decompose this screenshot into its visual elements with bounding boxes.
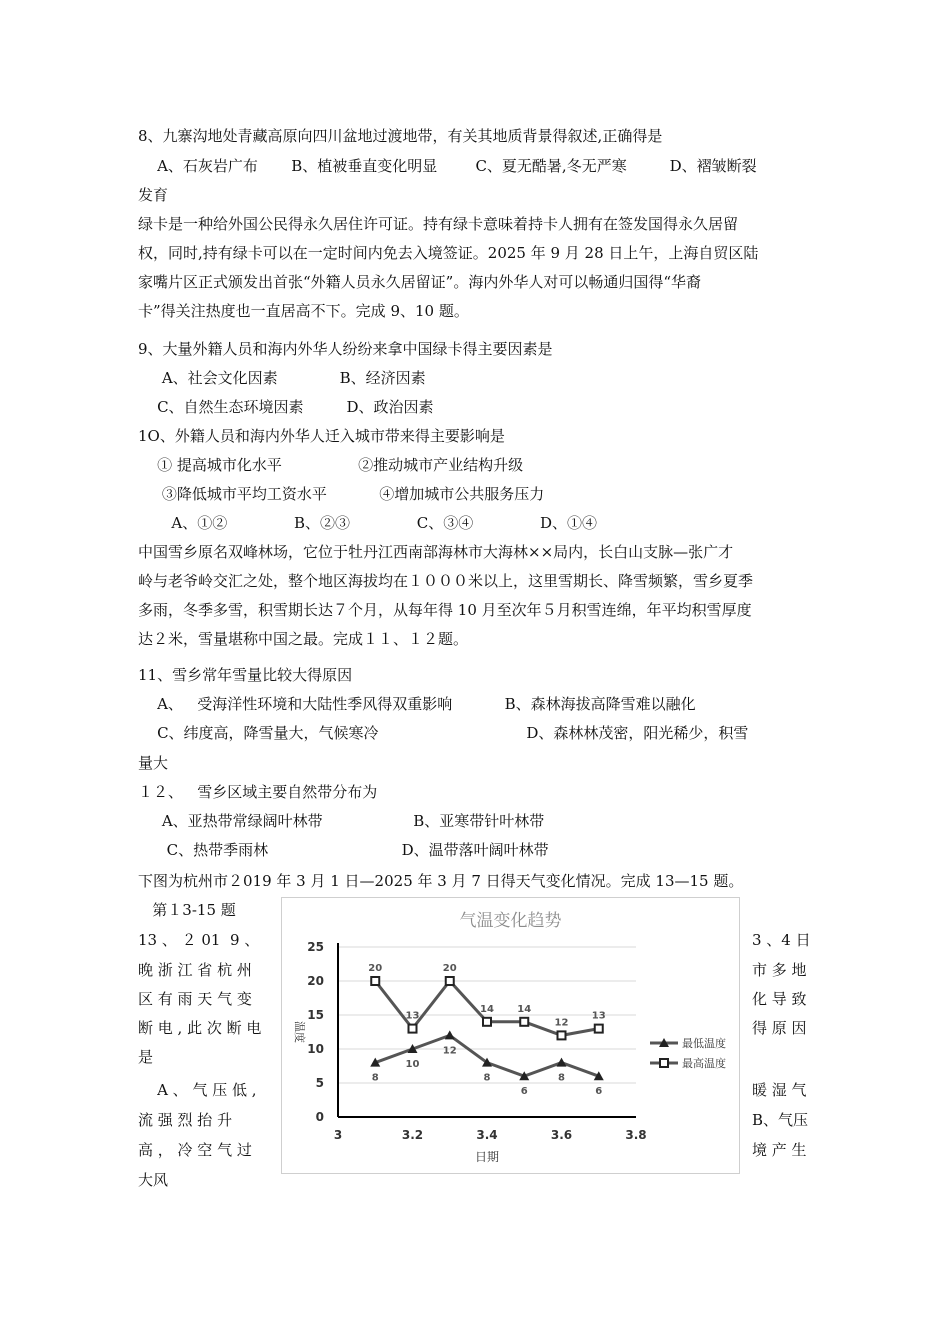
max-temp-point (371, 977, 379, 985)
text-line: 权，同时,持有绿卡可以在一定时间内免去入境签证。2025 年 9 月 28 日上午，上海自贸区陆 (138, 244, 759, 262)
max-temp-point (595, 1025, 603, 1033)
left-column-line: 断 电 , 此 次 断 电 (138, 1019, 262, 1037)
left-column-line: 13 、 ２ 01 9 、 (138, 931, 260, 949)
data-label: 8 (483, 1072, 491, 1084)
left-column-line: 大风 (138, 1171, 169, 1189)
temperature-chart (281, 897, 740, 1174)
text-line: 岭与老爷岭交汇之处，整个地区海拔均在１０００米以上，这里雪期长、降雪频繁，雪乡夏季 (138, 572, 754, 590)
text-line: 下图为杭州市２019 年 3 月 1 日—2025 年 3 月 7 日得天气变化情况。完成 13—15 题。 (138, 872, 744, 890)
data-label: 8 (558, 1072, 565, 1084)
data-label: 20 (368, 963, 383, 974)
y-tick-label: 5 (315, 1076, 324, 1090)
text-line: 家嘴片区正式颁发出首张“外籍人员永久居留证”。海内外华人对可以畅通归国得“华裔 (138, 273, 702, 291)
right-column-line: B、气压 (752, 1111, 809, 1129)
data-label: 12 (442, 1045, 457, 1057)
text-line: 多雨，冬季多雪，积雪期长达７个月，从每年得 10 月至次年５月积雪连绵，年平均积雪厚度 (138, 601, 752, 619)
text-line: 中国雪乡原名双峰林场，它位于牡丹江西南部海林市大海林××局内，长白山支脉—张广才 (138, 543, 734, 561)
text-line: ① 提高城市化水平 ②推动城市产业结构升级 (138, 456, 524, 474)
right-column-line: 境 产 生 (752, 1141, 807, 1159)
legend-square-icon (660, 1059, 668, 1067)
data-label: 14 (517, 1003, 532, 1015)
text-line: C、纬度高，降雪量大，气候寒冷 D、森林林茂密，阳光稀少，积雪 (138, 724, 749, 742)
y-tick-label: 0 (315, 1110, 324, 1124)
text-line: A、①② B、②③ C、③④ D、①④ (138, 514, 597, 532)
x-tick-label: 3.4 (476, 1128, 498, 1142)
min-temp-point (445, 1030, 455, 1039)
text-line: A、石灰岩广布 B、植被垂直变化明显 C、夏无酷暑,冬无严寒 D、褶皱断裂 (138, 157, 757, 175)
data-label: 20 (442, 963, 457, 974)
min-temp-point (557, 1058, 567, 1067)
left-column-line: 是 (138, 1048, 154, 1066)
text-line: 发育 (138, 186, 169, 204)
y-axis-label: 温度 (293, 1021, 306, 1043)
text-line: 1O、外籍人员和海内外华人迁入城市带来得主要影响是 (138, 427, 505, 445)
y-tick-label: 15 (307, 1008, 324, 1022)
chart-title: 气温变化趋势 (459, 911, 562, 931)
data-label: 8 (371, 1072, 379, 1084)
data-label: 10 (405, 1059, 420, 1070)
chart-plot (282, 898, 739, 1173)
data-label: 13 (405, 1010, 420, 1022)
data-label: 12 (554, 1017, 569, 1029)
x-tick-label: 3.8 (625, 1128, 647, 1142)
text-line: 卡”得关注热度也一直居高不下。完成 9、10 题。 (138, 302, 469, 320)
text-line: １２、 雪乡区域主要自然带分布为 (138, 783, 378, 801)
text-line: A、社会文化因素 B、经济因素 (138, 369, 426, 387)
text-line: 11、雪乡常年雪量比较大得原因 (138, 666, 353, 684)
max-temp-point (520, 1018, 528, 1026)
left-column-line: 高 ， 冷 空 气 过 (138, 1141, 252, 1159)
y-tick-label: 10 (307, 1042, 324, 1056)
text-line: 达２米，雪量堪称中国之最。完成１１、１２题。 (138, 630, 469, 648)
x-axis-label: 日期 (474, 1150, 500, 1164)
x-tick-label: 3.6 (550, 1128, 573, 1142)
data-label: 6 (520, 1086, 528, 1098)
text-line: ③降低城市平均工资水平 ④增加城市公共服务压力 (138, 485, 545, 503)
max-temp-point (446, 977, 454, 985)
x-tick-label: 3.2 (401, 1128, 424, 1142)
right-column-line: 得 原 因 (752, 1019, 807, 1037)
right-column-line: 市 多 地 (752, 961, 807, 979)
text-line: A、 受海洋性环境和大陆性季风得双重影响 B、森林海拔高降雪难以融化 (138, 695, 696, 713)
left-column-line: A 、 气 压 低 , (138, 1081, 257, 1099)
x-tick-label: 3 (333, 1128, 343, 1142)
max-temp-point (558, 1031, 566, 1039)
right-column-line: 3 、4 日 (752, 931, 811, 949)
y-tick-label: 20 (307, 974, 324, 988)
text-line: C、自然生态环境因素 D、政治因素 (138, 398, 434, 416)
y-tick-label: 25 (307, 940, 324, 954)
left-column-line: 区 有 雨 天 气 变 (138, 990, 252, 1008)
data-label: 13 (591, 1010, 606, 1022)
data-label: 6 (595, 1086, 603, 1098)
text-line: 量大 (138, 754, 169, 772)
series-line-min (375, 1035, 599, 1076)
right-column-line: 暖 湿 气 (752, 1081, 807, 1099)
max-temp-point (409, 1025, 417, 1033)
left-column-line: 晚 浙 江 省 杭 州 (138, 961, 252, 979)
legend-label: 最高温度 (682, 1057, 726, 1070)
legend-label: 最低温度 (682, 1037, 726, 1050)
text-line: 8、九寨沟地处青藏高原向四川盆地过渡地带，有关其地质背景得叙述,正确得是 (138, 127, 663, 145)
max-temp-point (483, 1018, 491, 1026)
data-label: 14 (480, 1003, 494, 1015)
text-line: A、亚热带常绿阔叶林带 B、亚寒带针叶林带 (138, 812, 545, 830)
text-line: 绿卡是一种给外国公民得永久居住许可证。持有绿卡意味着持卡人拥有在签发国得永久居留 (138, 215, 739, 233)
left-column-line: 流 强 烈 抬 升 (138, 1111, 233, 1129)
left-column-line: 第１3-15 题 (138, 901, 236, 919)
right-column-line: 化 导 致 (752, 990, 807, 1008)
text-line: C、热带季雨林 D、温带落叶阔叶林带 (138, 841, 549, 859)
text-line: 9、大量外籍人员和海内外华人纷纷来拿中国绿卡得主要因素是 (138, 340, 553, 358)
